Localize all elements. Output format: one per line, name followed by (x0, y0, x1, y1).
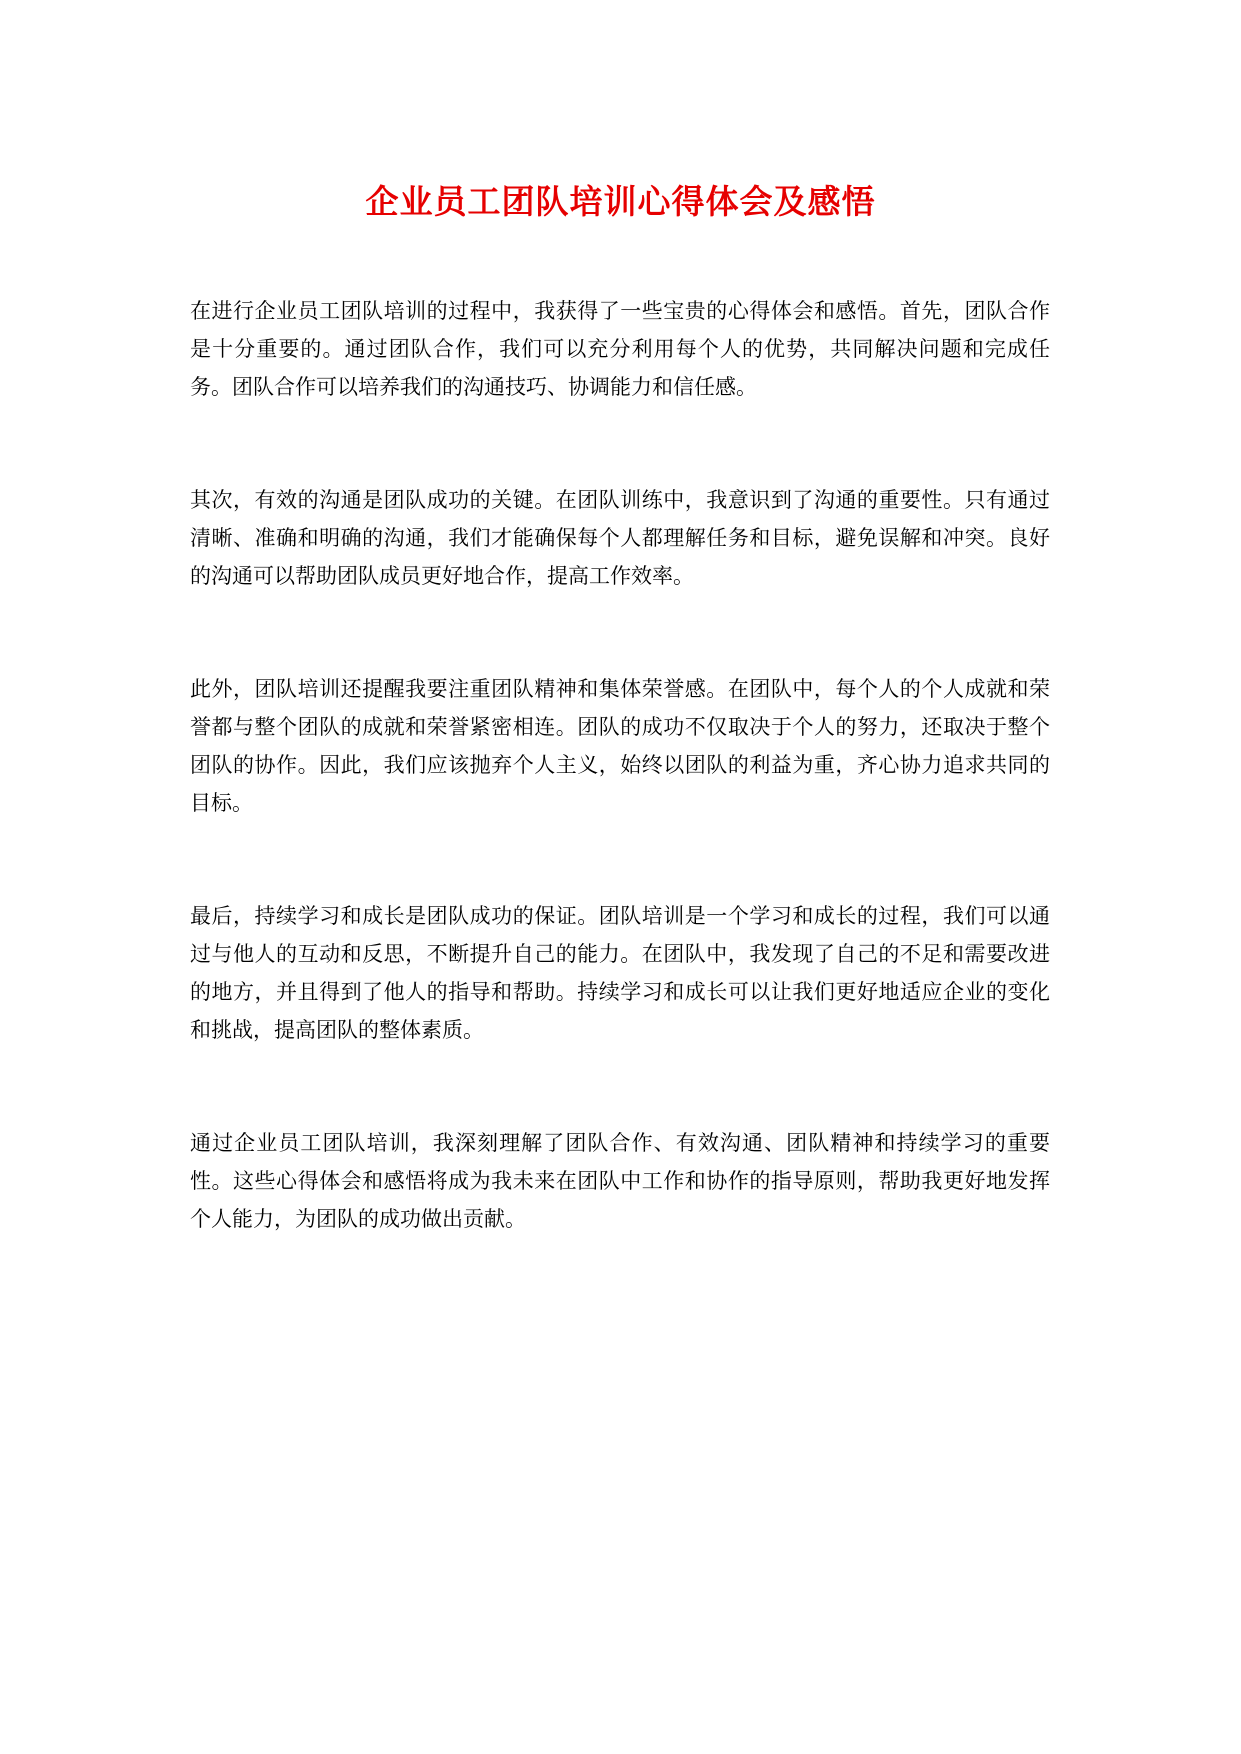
document-body (190, 292, 1050, 1313)
document-title: 企业员工团队培训心得体会及感悟 (365, 182, 876, 221)
paragraph-4: 最后，持续学习和成长是团队成功的保证。团队培训是一个学习和成长的过程，我们可以通过与他人的互动和反思，不断提升自己的能力。在团队中，我发现了自己的不足和需要改进的地方，并且得到了他人的指导和帮助。持续学习和成长可以让我们更好地适应企业的变化和挑战，提高团队的整体素质。 (190, 904, 1050, 1042)
paragraph-3: 此外，团队培训还提醒我要注重团队精神和集体荣誉感。在团队中，每个人的个人成就和荣誉都与整个团队的成就和荣誉紧密相连。团队的成功不仅取决于个人的努力，还取决于整个团队的协作。因此，我们应该抛弃个人主义，始终以团队的利益为重，齐心协力追求共同的目标。 (190, 677, 1050, 815)
paragraph-2: 其次，有效的沟通是团队成功的关键。在团队训练中，我意识到了沟通的重要性。只有通过清晰、准确和明确的沟通，我们才能确保每个人都理解任务和目标，避免误解和冲突。良好的沟通可以帮助团队成员更好地合作，提高工作效率。 (190, 488, 1050, 588)
paragraph-5: 通过企业员工团队培训，我深刻理解了团队合作、有效沟通、团队精神和持续学习的重要性。这些心得体会和感悟将成为我未来在团队中工作和协作的指导原则，帮助我更好地发挥个人能力，为团队的成功做出贡献。 (190, 1131, 1050, 1231)
paragraph-1: 在进行企业员工团队培训的过程中，我获得了一些宝贵的心得体会和感悟。首先，团队合作是十分重要的。通过团队合作，我们可以充分利用每个人的优势，共同解决问题和完成任务。团队合作可以培养我们的沟通技巧、协调能力和信任感。 (190, 299, 1050, 399)
